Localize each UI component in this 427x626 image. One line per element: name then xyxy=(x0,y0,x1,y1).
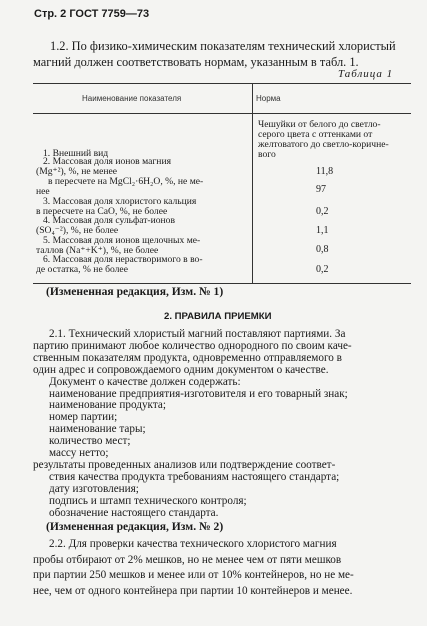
table-column-divider xyxy=(252,83,253,283)
table-caption: Таблица 1 xyxy=(338,68,394,80)
table-bottom-rule xyxy=(33,283,411,284)
final-line-1: 2.2. Для проверки качества технического хлористого магния xyxy=(49,538,337,551)
row-6-name-line-1: 6. Массовая доля нерастворимого в во- xyxy=(43,254,203,265)
intro-line-2: магний должен соответствовать нормам, указанным в табл. 1. xyxy=(33,55,359,69)
body-line-9: наименование тары; xyxy=(49,423,146,436)
table-header-name: Наименование показателя xyxy=(82,94,182,103)
intro-line-1: 1.2. По физико-химическим показателям технический хлористый xyxy=(50,39,396,53)
body-line-1: 2.1. Технический хлористый магний поставляют партиями. За xyxy=(49,328,346,340)
row-1-value-line-3: желтоватого до светло-коричне- xyxy=(258,139,389,150)
row-2-value: 11,8 xyxy=(316,166,334,177)
table-header-norm: Норма xyxy=(256,94,281,103)
body-line-5: Документ о качестве должен содержать: xyxy=(49,375,241,388)
body-line-12: результаты проведенных анализов или подтверждение соответ- xyxy=(33,458,336,471)
page-header: Стр. 2 ГОСТ 7759—73 xyxy=(34,8,150,20)
body-line-13: ствия качества продукта требованиям настоящего стандарта; xyxy=(49,470,340,483)
row-3-name-line-2: в пересчете на CaO, %, не более xyxy=(36,206,168,217)
row-6-value: 0,2 xyxy=(316,264,329,275)
table-top-rule xyxy=(33,83,411,84)
body-line-16: обозначение настоящего стандарта. xyxy=(49,506,219,519)
row-5-name-line-1: 5. Массовая доля ионов щелочных ме- xyxy=(43,235,201,246)
row-2-name-line-2: (Mg⁺²), %, не менее xyxy=(36,166,118,177)
body-line-8: номер партии; xyxy=(49,411,118,424)
table-header-rule xyxy=(33,113,411,114)
amendment-note-2: (Измененная редакция, Изм. № 2) xyxy=(46,520,224,534)
body-line-6: наименование предприятия-изготовителя и его товарный знак; xyxy=(49,387,348,400)
section-title: 2. ПРАВИЛА ПРИЕМКИ xyxy=(164,311,272,322)
row-1-value-line-2: серого цвета с оттенками от xyxy=(258,129,373,140)
row-6-name-line-2: де остатка, % не более xyxy=(36,264,128,275)
body-line-15: подпись и штамп технического контроля; xyxy=(49,494,247,507)
body-line-2: партию принимают любое количество однородного по своим каче- xyxy=(33,339,352,352)
amendment-note-1: (Измененная редакция, Изм. № 1) xyxy=(46,285,224,298)
row-5-value: 0,8 xyxy=(316,244,329,255)
row-2b-value: 97 xyxy=(316,184,326,195)
body-line-3: ственным показателям продукта, одновременно отправляемого в xyxy=(33,351,342,364)
body-line-11: массу нетто; xyxy=(49,447,109,459)
final-line-3: при партии 250 мешков и менее или от 10% контейнеров, но не ме- xyxy=(33,569,354,582)
body-line-10: количество мест; xyxy=(49,435,131,448)
row-1-value-line-4: вого xyxy=(258,149,276,160)
row-4-name-line-1: 4. Массовая доля сульфат-ионов xyxy=(43,215,175,226)
row-4-name-line-2: (SO₄⁻²), %, не более xyxy=(36,225,119,236)
row-1-name: 1. Внешний вид xyxy=(43,148,109,159)
row-1-value-line-1: Чешуйки от белого до светло- xyxy=(258,119,381,130)
body-line-4: один адрес и сопровождаемого одним документом о качестве. xyxy=(33,363,329,376)
row-4-value: 1,1 xyxy=(316,225,329,236)
row-3-name-line-1: 3. Массовая доля хлористого кальция xyxy=(43,196,197,207)
row-3-value: 0,2 xyxy=(316,206,329,217)
row-5-name-line-2: таллов (Na⁺+K⁺), %, не более xyxy=(36,245,159,256)
row-2b-name-line-1: в пересчете на MgCl₂·6H₂O, %, не ме- xyxy=(48,176,204,187)
row-2-name-line-1: 2. Массовая доля ионов магния xyxy=(43,156,171,167)
final-line-4: нее, чем от одного контейнера при партии 10 контейнеров и менее. xyxy=(33,584,353,597)
row-2b-name-line-2: нее xyxy=(36,186,50,197)
body-line-7: наименование продукта; xyxy=(49,399,166,412)
body-line-14: дату изготовления; xyxy=(49,482,139,495)
final-line-2: пробы отбирают от 2% мешков, но не менее чем от пяти мешков xyxy=(33,553,342,566)
